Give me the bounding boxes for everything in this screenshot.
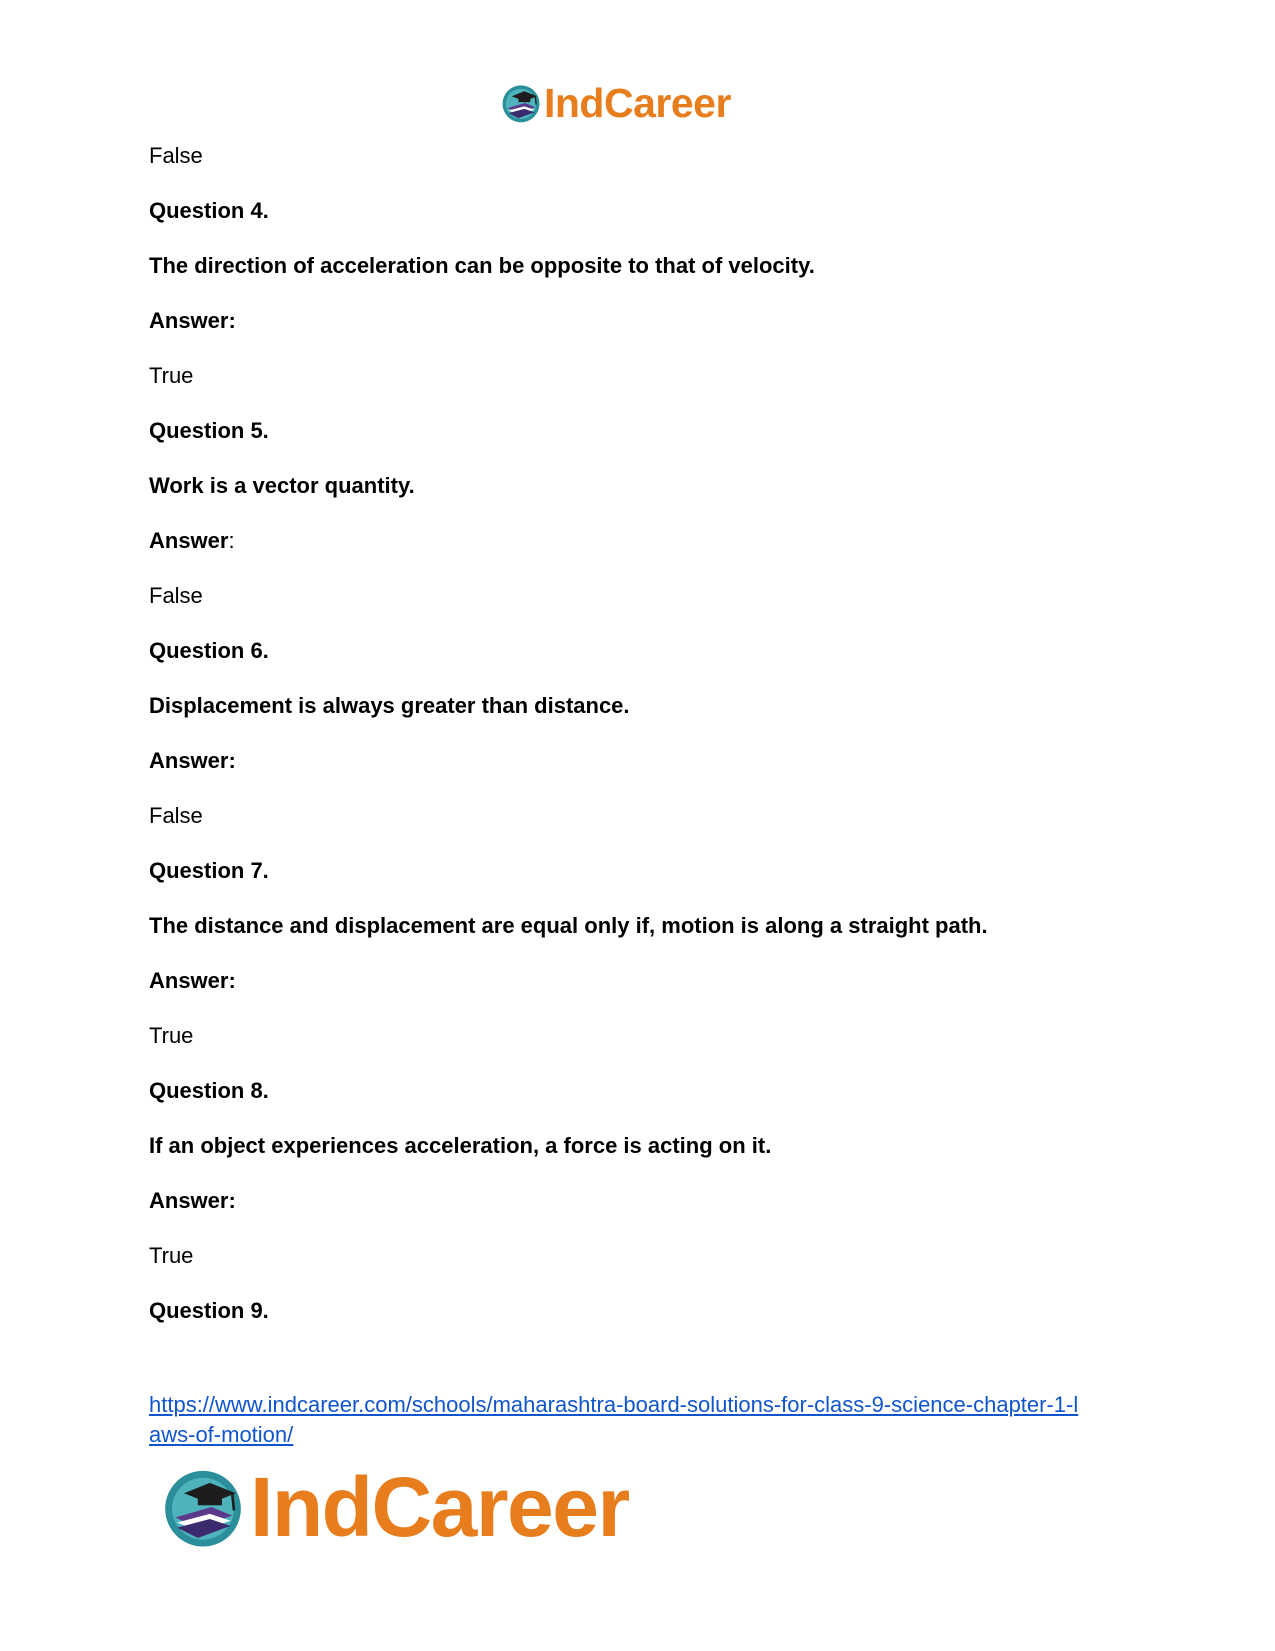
- text-line: [149, 363, 1149, 389]
- line-text: True: [149, 363, 194, 388]
- text-line-bold: [149, 1188, 1149, 1214]
- text-line-bold: [149, 1078, 1149, 1104]
- line-text: Work is a vector quantity.: [149, 473, 415, 498]
- logo-wordmark: IndCareer: [250, 1459, 629, 1554]
- text-line-bold: [149, 968, 1149, 994]
- logo-wordmark: IndCareer: [544, 79, 731, 126]
- line-suffix: :: [228, 528, 235, 553]
- text-line-bold: [149, 1298, 1149, 1324]
- text-line-bold: [149, 693, 1149, 719]
- line-text: Question 4.: [149, 198, 269, 223]
- text-line: [149, 143, 1149, 169]
- source-link-line-2[interactable]: aws-of-motion/: [149, 1422, 294, 1447]
- line-text: Question 9.: [149, 1298, 269, 1323]
- text-line-bold: [149, 198, 1149, 224]
- line-text: The distance and displacement are equal only if, motion is along a straight path.: [149, 913, 988, 938]
- line-text: Question 7.: [149, 858, 269, 883]
- line-text: False: [149, 583, 203, 608]
- text-line-bold: [149, 253, 1149, 279]
- line-text: Answer:: [149, 308, 236, 333]
- source-link-line-1[interactable]: https://www.indcareer.com/schools/maharashtra-board-solutions-for-class-9-science-chapter-1-l: [149, 1392, 1079, 1417]
- line-text: Answer:: [149, 748, 236, 773]
- source-link[interactable]: [149, 1390, 1149, 1450]
- text-line-bold: [149, 528, 1149, 554]
- footer-logo: [160, 1459, 629, 1554]
- line-text: Answer: [149, 528, 229, 553]
- line-text: True: [149, 1023, 194, 1048]
- line-text: If an object experiences acceleration, a force is acting on it.: [149, 1133, 772, 1158]
- graduation-book-icon: [160, 1464, 246, 1550]
- text-line: [149, 583, 1149, 609]
- text-line: [149, 803, 1149, 829]
- text-line-bold: [149, 308, 1149, 334]
- text-line-bold: [149, 913, 1149, 939]
- text-line-bold: [149, 1133, 1149, 1159]
- line-text: False: [149, 143, 203, 168]
- line-text: Question 6.: [149, 638, 269, 663]
- line-text: Displacement is always greater than distance.: [149, 693, 630, 718]
- text-line: [149, 1023, 1149, 1049]
- text-line-bold: [149, 638, 1149, 664]
- line-text: The direction of acceleration can be opposite to that of velocity.: [149, 253, 815, 278]
- text-line-bold: [149, 418, 1149, 444]
- text-line-bold: [149, 858, 1149, 884]
- text-line-bold: [149, 748, 1149, 774]
- line-text: Question 5.: [149, 418, 269, 443]
- text-line-bold: [149, 473, 1149, 499]
- line-text: Answer:: [149, 1188, 236, 1213]
- line-text: True: [149, 1243, 194, 1268]
- document-body: [149, 143, 1149, 1353]
- line-text: False: [149, 803, 203, 828]
- line-text: Answer:: [149, 968, 236, 993]
- graduation-book-icon: [500, 82, 542, 124]
- header-logo: [500, 80, 731, 126]
- line-text: Question 8.: [149, 1078, 269, 1103]
- text-line: [149, 1243, 1149, 1269]
